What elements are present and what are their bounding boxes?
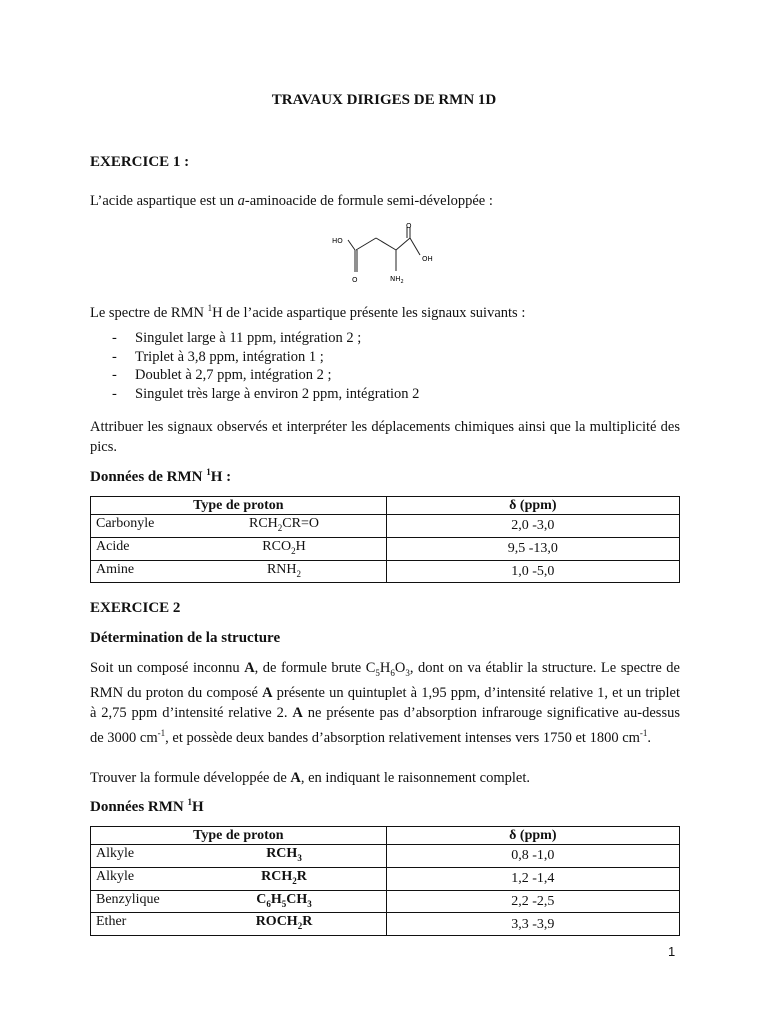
- proton-group-label: Carbonyle: [96, 516, 155, 531]
- column-header: Type de proton: [91, 497, 387, 515]
- table-row: [91, 560, 680, 583]
- table-header-row: [91, 497, 680, 515]
- proton-formula: [204, 845, 364, 867]
- formula-part: 2: [296, 568, 302, 579]
- proton-type-cell: [91, 560, 387, 583]
- exercise-1-data-title: Données de RMN $^1$H :: [90, 467, 232, 485]
- signal-list: [90, 329, 680, 403]
- exercise-1-intro: L’acide aspartique est un a-aminoacide de formule semi-développée :: [90, 193, 493, 209]
- formula-part: ROCH: [255, 914, 298, 930]
- proton-formula: [204, 515, 364, 537]
- proton-formula: [204, 538, 364, 560]
- formula-part: RNH: [266, 561, 297, 577]
- proton-group-label: Alkyle: [96, 846, 135, 861]
- question-part: , en indiquant le raisonnement complet.: [300, 770, 530, 786]
- question-part: A: [290, 770, 301, 786]
- structure-label-o-top: O: [406, 222, 412, 230]
- exercise-2-heading: EXERCICE 2: [90, 600, 181, 616]
- list-item: - Singulet large à 11 ppm, intégration 2 ;: [112, 330, 362, 346]
- chemical-shift-cell: 0,8 -1,0: [386, 845, 679, 868]
- table-row: [91, 537, 680, 560]
- aspartic-acid-structure: [326, 220, 446, 292]
- paragraph-part: 6: [390, 667, 395, 678]
- paragraph-part: Soit un composé inconnu: [90, 660, 245, 676]
- formula-part: 3: [307, 898, 312, 909]
- paragraph-part: ne présente pas d’absorption infrarouge significative au-dessus de 3000 cm: [90, 704, 680, 746]
- exercise-2-question: [90, 768, 530, 788]
- column-header: δ (ppm): [386, 497, 679, 515]
- proton-formula: [204, 913, 364, 935]
- list-item: - Doublet à 2,7 ppm, intégration 2 ;: [112, 367, 332, 383]
- proton-type-cell: [91, 537, 387, 560]
- formula-part: C: [256, 891, 267, 907]
- formula-part: RCO: [262, 538, 292, 554]
- column-header: δ (ppm): [386, 827, 679, 845]
- chemical-shift-cell: 2,0 -3,0: [386, 515, 679, 538]
- chemical-shift-cell: 1,2 -1,4: [386, 867, 679, 890]
- formula-part: CH: [286, 891, 308, 907]
- proton-group-label: Amine: [96, 561, 135, 577]
- proton-type-cell: [91, 515, 387, 538]
- paragraph-part: présente un quintuplet à 1,95 ppm, d’intensité relative 1, et un triplet à 2,75 ppm d’intensité relative 2.: [90, 684, 681, 721]
- formula-part: H: [270, 891, 282, 907]
- column-header: Type de proton: [91, 827, 387, 845]
- chemical-shift-cell: 3,3 -3,9: [386, 913, 679, 936]
- formula-part: R: [302, 914, 313, 930]
- table-row: [91, 913, 680, 936]
- exercise-2-data-title: Données RMN $^1$H: [90, 797, 204, 815]
- list-item: - Singulet très large à environ 2 ppm, intégration 2: [112, 385, 420, 402]
- proton-group-label: Ether: [96, 914, 127, 930]
- formula-part: 2: [297, 921, 303, 932]
- page-number: 1: [668, 944, 676, 959]
- formula-part: 5: [281, 898, 287, 909]
- paragraph-part: A: [244, 660, 255, 676]
- formula-part: 6: [266, 898, 271, 909]
- proton-formula: [204, 868, 364, 890]
- exercise-1-question: Attribuer les signaux observés et interpréter les déplacements chimiques ainsi que la multiplicité des pics.: [90, 419, 680, 455]
- table-header-row: [91, 827, 680, 845]
- proton-formula: [204, 561, 364, 583]
- formula-part: R: [296, 868, 307, 884]
- question-part: Trouver la formule développée de: [90, 770, 291, 786]
- paragraph-part: 5: [375, 667, 380, 678]
- paragraph-part: H: [379, 660, 391, 676]
- list-item: - Triplet à 3,8 ppm, intégration 1 ;: [112, 348, 324, 365]
- proton-group-label: Alkyle: [96, 868, 135, 884]
- chemical-shift-cell: 2,2 -2,5: [386, 890, 679, 913]
- formula-part: CR=O: [282, 516, 319, 531]
- proton-formula: [204, 891, 364, 913]
- paragraph-part: A: [262, 684, 273, 701]
- page-title: TRAVAUX DIRIGES DE RMN 1D: [271, 92, 497, 108]
- structure-label-ho: HO: [332, 237, 343, 245]
- formula-part: RCH: [249, 516, 278, 531]
- chemical-shift-cell: 1,0 -5,0: [386, 560, 679, 583]
- proton-group-label: Acide: [96, 538, 130, 554]
- structure-label-nh2: $NH_2$: [390, 275, 404, 285]
- nmr-table-2: [90, 826, 680, 936]
- table-row: [91, 515, 680, 538]
- paragraph-part: -1: [639, 727, 648, 738]
- paragraph-part: .: [647, 729, 652, 746]
- formula-part: 2: [277, 522, 283, 533]
- proton-type-cell: [91, 845, 387, 868]
- proton-type-cell: [91, 890, 387, 913]
- structure-label-o-bottom: O: [352, 276, 358, 284]
- formula-part: 3: [297, 852, 302, 863]
- paragraph-part: , dont on va établir la structure. Le spectre de RMN du proton du composé: [90, 660, 680, 701]
- paragraph-part: , de formule brute C: [254, 660, 376, 676]
- paragraph-part: A: [292, 704, 303, 721]
- exercise-2-paragraph: [90, 658, 680, 748]
- nmr-table-1: [90, 496, 680, 583]
- formula-part: 2: [292, 875, 297, 886]
- formula-part: RCH: [266, 846, 298, 861]
- paragraph-part: , et possède deux bandes d’absorption relativement intenses vers 1750 et 1800 cm: [165, 729, 640, 746]
- spectrum-intro: Le spectre de RMN $^1$H de l’acide aspartique présente les signaux suivants :: [90, 303, 526, 321]
- chemical-shift-cell: 9,5 -13,0: [386, 537, 679, 560]
- formula-part: RCH: [261, 868, 293, 884]
- formula-part: 2: [291, 545, 296, 556]
- exercise-1-heading: EXERCICE 1 :: [90, 154, 190, 170]
- proton-type-cell: [91, 913, 387, 936]
- paragraph-part: O: [394, 660, 406, 676]
- proton-type-cell: [91, 867, 387, 890]
- table-row: [91, 890, 680, 913]
- table-row: [91, 845, 680, 868]
- table-row: [91, 867, 680, 890]
- formula-part: H: [295, 538, 306, 554]
- exercise-2-subheading: Détermination de la structure: [90, 630, 281, 646]
- proton-group-label: Benzylique: [96, 891, 160, 907]
- paragraph-part: 3: [405, 667, 410, 678]
- paragraph-part: -1: [157, 727, 166, 738]
- structure-label-oh: OH: [422, 255, 433, 263]
